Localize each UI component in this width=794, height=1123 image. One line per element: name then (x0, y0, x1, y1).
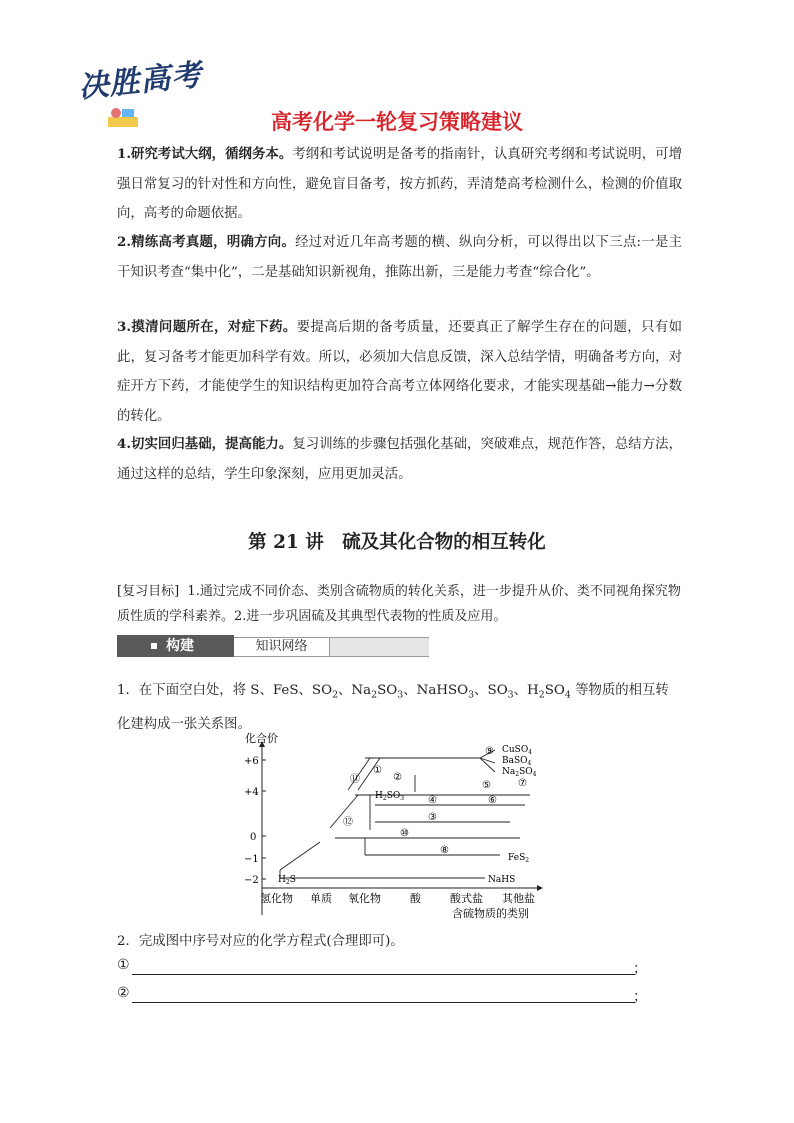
lecture-title: 第 21 讲 硫及其化合物的相互转化 (248, 532, 546, 553)
step-6: ⑥ (488, 795, 497, 806)
x-tick-element: 单质 (310, 892, 332, 905)
species-h2so3: $H_2SO_3$ (375, 791, 405, 802)
answer-1-blank[interactable] (132, 974, 635, 975)
x-tick-oxide: 氧化物 (348, 892, 381, 905)
answer-line-1[interactable] (117, 957, 647, 979)
x-axis-title: 含硫物质的类别 (452, 907, 529, 920)
step-7: ⑦ (518, 778, 527, 789)
step-10: ⑩ (400, 828, 409, 839)
question-2-text: 完成图中序号对应的化学方程式(合理即可)。 (138, 934, 404, 949)
answer-2-number: ② (117, 985, 130, 1001)
review-goal (117, 579, 682, 629)
banner-dark (117, 635, 234, 657)
answer-2-semicolon: ； (633, 989, 647, 1005)
y-tick-minus2: −2 (244, 875, 259, 886)
species-baso4: BaSO$_4$ (502, 756, 532, 767)
goal-label: [复习目标] (117, 584, 180, 599)
logo-text: 决胜高考 (76, 57, 204, 106)
goal-text: 1.通过完成不同价态、类别含硫物质的转化关系，进一步提升从价、类不同视角探究物质性质的学科素养。2.进一步巩固硫及其典型代表物的性质及应用。 (117, 584, 681, 624)
step-8: ⑧ (440, 845, 449, 856)
answer-1-number: ① (117, 957, 130, 973)
answer-2-blank[interactable] (132, 1002, 635, 1003)
advice-2: 2.精练高考真题，明确方向。经过对近几年高考题的横、纵向分析，可以得出以下三点:一是主干知识考查“集中化”，二是基础知识新视角，推陈出新，三是能力考查“综合化”。 (117, 234, 682, 280)
advice-3: 3.摸清问题所在，对症下药。要提高后期的备考质量，还要真正了解学生存在的问题，只有如此，复习备考才能更加科学有效。所以，必须加大信息反馈，深入总结学情，明确备考方向，对症开方下药，才能使学生的知识结构更加符合高考立体网络化要求，才能实现基础→能力→分数的转化。 (117, 319, 682, 424)
species-cuso4: CuSO$_4$ (502, 745, 533, 756)
step-2: ② (393, 772, 402, 783)
x-tick-acid-salt: 酸式盐 (450, 892, 483, 905)
section-banner (117, 635, 429, 657)
species-nahs: NaHS (488, 875, 516, 885)
square-icon (151, 643, 157, 649)
main-title: 高考化学一轮复习策略建议 (271, 110, 523, 134)
x-tick-acid: 酸 (410, 892, 421, 905)
question-1-number: 1． (117, 683, 139, 698)
step-3: ③ (428, 812, 437, 823)
species-h2s: $H_2S$ (278, 875, 296, 886)
advice-1: 1.研究考试大纲，循纲务本。考纲和考试说明是备考的指南针，认真研究考纲和考试说明，可增强日常复习的针对性和方向性，避免盲目备考，按方抓药，弄清楚高考检测什么，检测的价值取向，高考的命题依据。 (117, 146, 683, 221)
answer-1-semicolon: ； (633, 961, 647, 977)
step-1: ① (373, 765, 382, 776)
x-tick-other-salt: 其他盐 (502, 892, 535, 905)
banner-dark-label: 构建 (166, 638, 194, 654)
y-tick-minus1: −1 (244, 854, 259, 865)
step-5: ⑤ (482, 780, 491, 791)
question-2 (117, 929, 682, 954)
question-2-number: 2． (117, 934, 139, 949)
answer-line-2[interactable] (117, 985, 647, 1007)
y-tick-0: 0 (250, 832, 257, 843)
question-1-text: 在下面空白处，将 S、FeS、$SO_2$、$Na_2SO_3$、NaHSO$_3$、$SO_3$、$H_2SO_4$ 等物质的相互转化建构成一张关系图。 (117, 683, 669, 732)
advice-4: 4.切实回归基础，提高能力。复习训练的步骤包括强化基础，突破难点，规范作答，总结方法，通过这样的总结，学生印象深刻，应用更加灵活。 (117, 436, 683, 482)
banner-light (234, 637, 429, 657)
species-fes2: FeS$_2$ (508, 853, 530, 864)
y-tick-plus6: +6 (244, 756, 259, 767)
species-na2so4: $Na_2SO_4$ (502, 767, 537, 778)
step-4: ④ (428, 795, 437, 806)
sulfur-relation-diagram (240, 730, 550, 925)
step-9: ⑨ (485, 746, 494, 757)
step-12: ⑫ (343, 817, 353, 828)
y-tick-plus4: +4 (244, 787, 259, 798)
x-tick-hydride: 氢化物 (260, 892, 293, 905)
y-axis-title: 化合价 (245, 732, 278, 745)
step-11: ⑪ (350, 774, 360, 785)
banner-light-label: 知识网络 (234, 638, 330, 656)
